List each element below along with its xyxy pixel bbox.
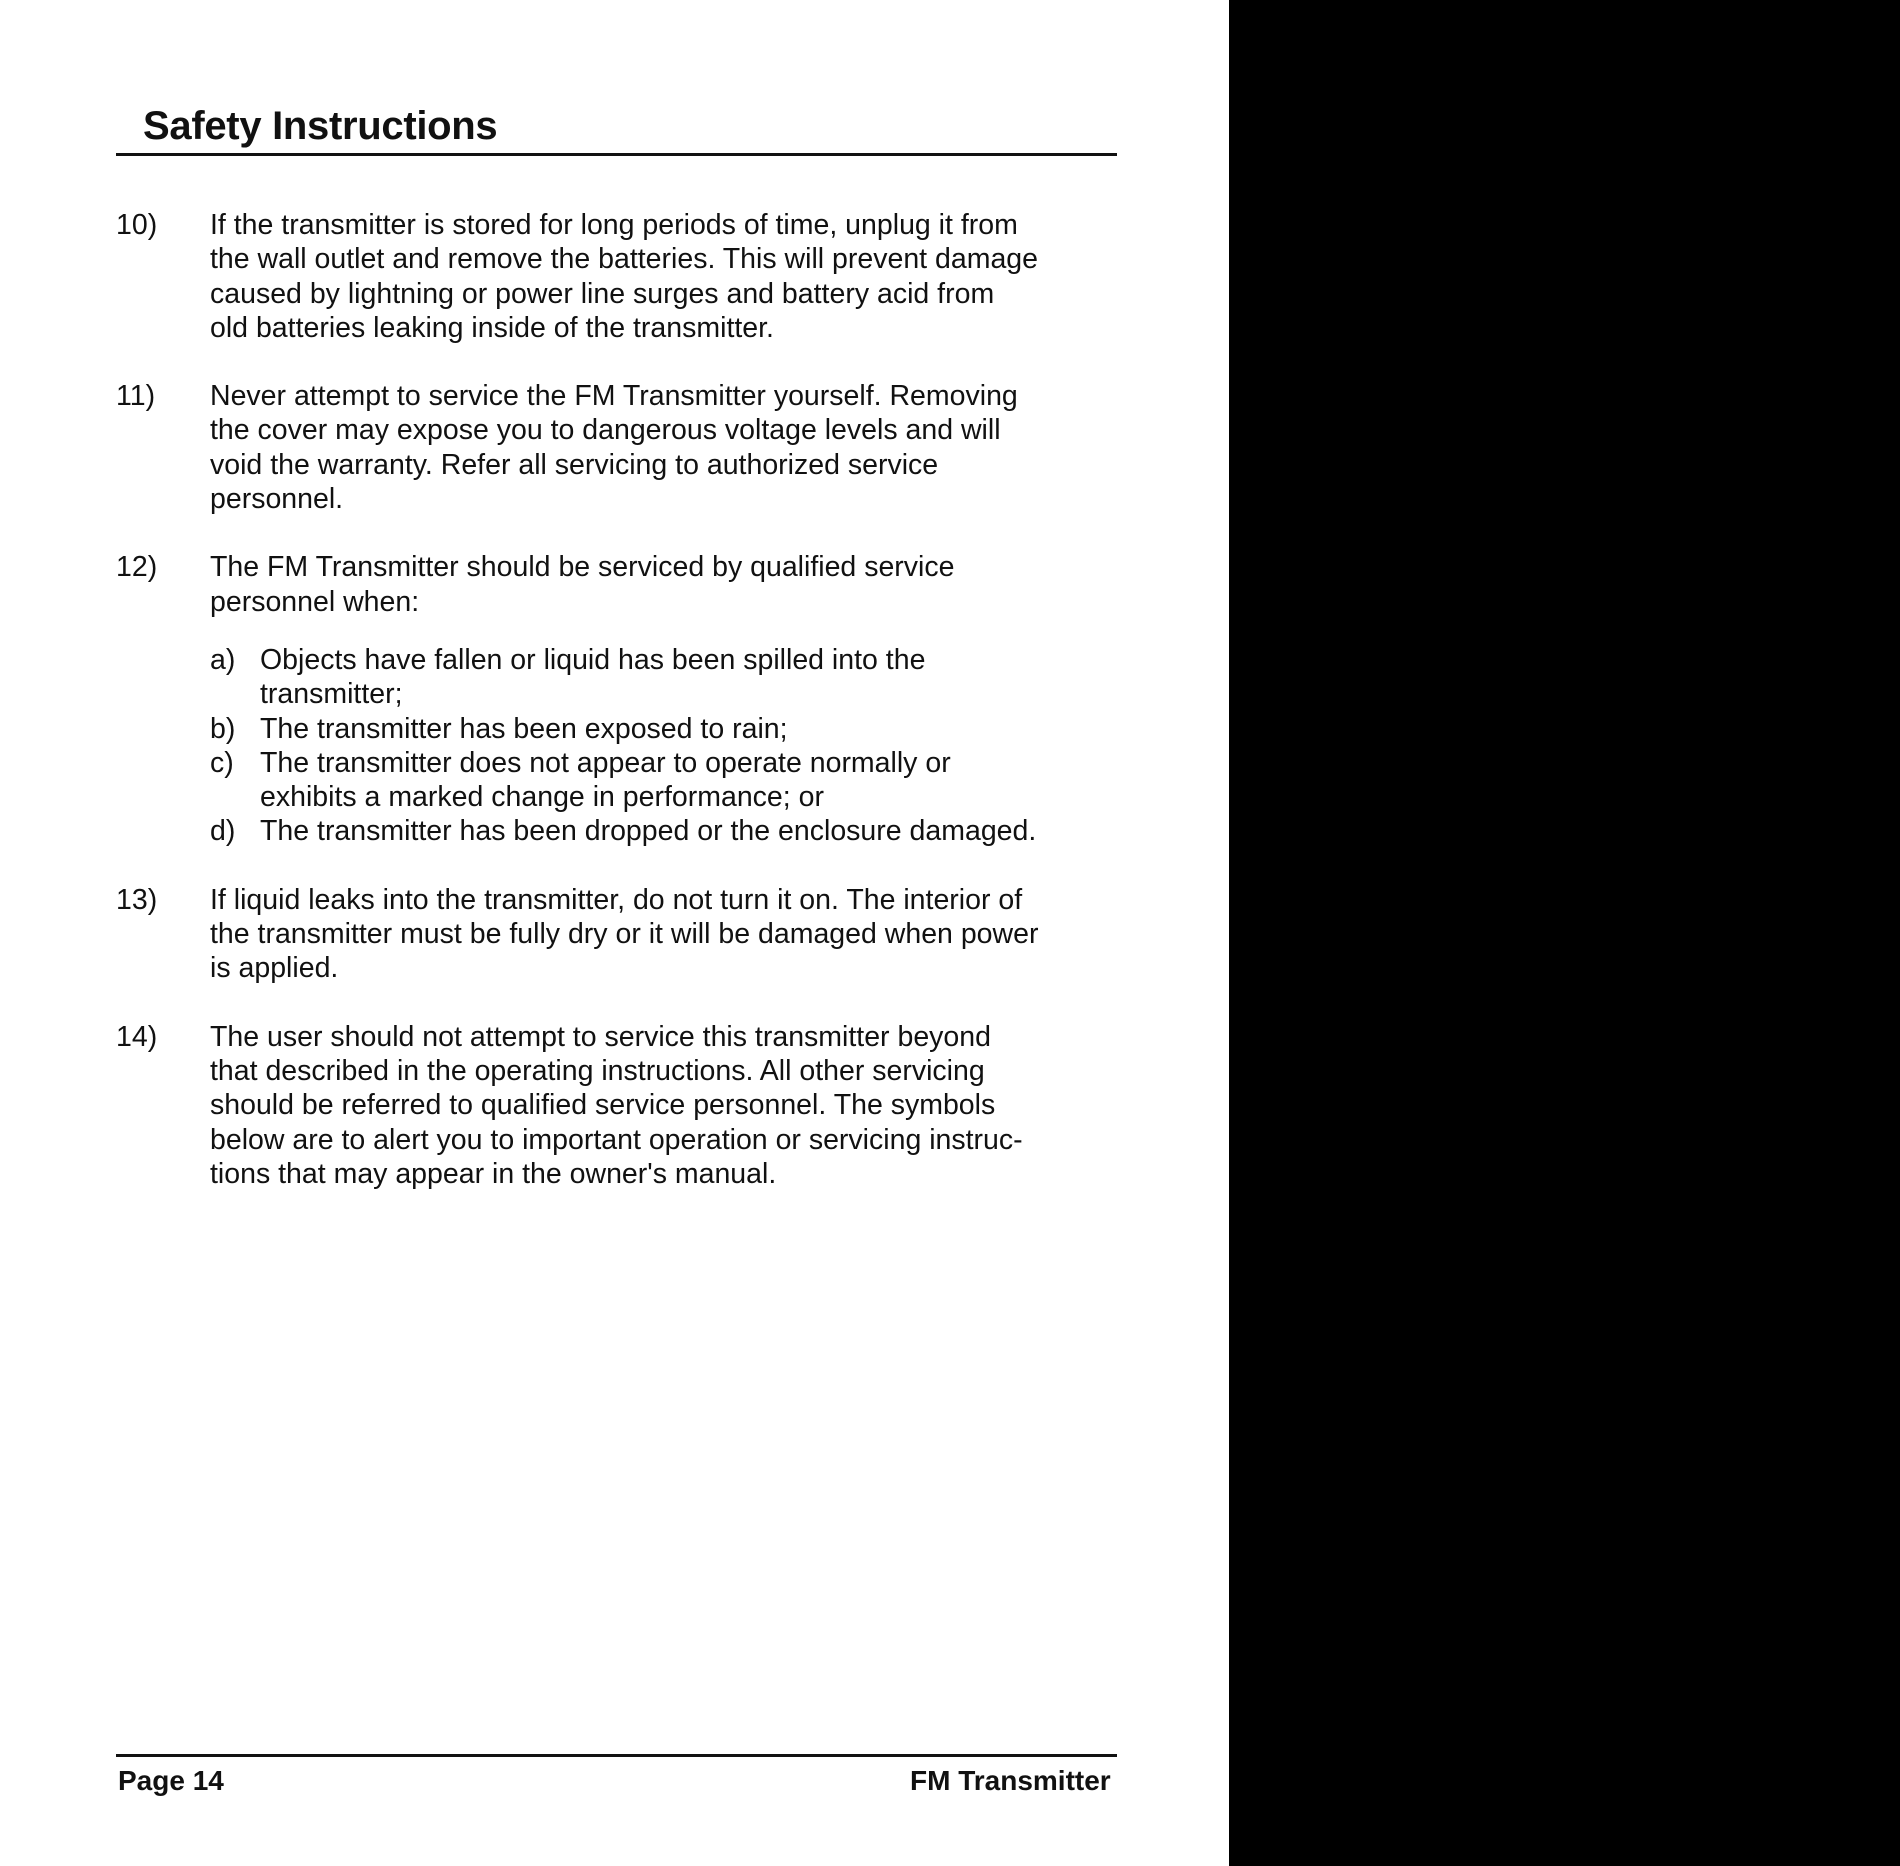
header-rule [116,153,1117,156]
footer-rule [116,1754,1117,1757]
item-text-line: personnel when: [210,585,420,618]
item-text-line: below are to alert you to important operation or servicing instruc- [210,1123,1023,1156]
item-text-line: that described in the operating instructions. All other servicing [210,1054,985,1087]
item-text-line: The user should not attempt to service this transmitter beyond [210,1020,991,1053]
sub-item-text-line: The transmitter has been exposed to rain; [260,712,788,745]
item-number: 12) [116,551,158,584]
item-number: 10) [116,209,158,241]
sub-item-b [210,712,1116,746]
item-text-line: If the transmitter is stored for long periods of time, unplug it from [210,209,1018,241]
item-text-line: personnel. [210,483,344,516]
footer-product-name: FM Transmitter [910,1765,1111,1796]
sub-item-letter: b) [210,712,236,745]
page-title: Safety Instructions [143,104,498,148]
scan-margin [1229,0,1900,1866]
sub-item-letter: c) [210,746,234,779]
item-number: 13) [116,883,158,916]
item-text-line: the wall outlet and remove the batteries. This will prevent damage [210,243,1039,276]
sub-item-text-line: The transmitter has been dropped or the enclosure damaged. [260,815,1037,848]
item-text-line: old batteries leaking inside of the transmitter. [210,311,774,344]
sub-list [210,643,1116,849]
item-number: 14) [116,1020,158,1053]
item-text-line: void the warranty. Refer all servicing to authorized service [210,448,939,481]
sub-item-c [210,746,1116,815]
item-text-line: Never attempt to service the FM Transmitter yourself. Removing [210,380,1018,413]
item-text-line: tions that may appear in the owner's manual. [210,1157,777,1190]
instruction-item-12 [116,550,1116,848]
item-text-line: the transmitter must be fully dry or it will be damaged when power [210,918,1039,951]
sub-item-a [210,643,1116,712]
sub-item-text-line: The transmitter does not appear to operate normally or [260,746,951,779]
item-text-line: If liquid leaks into the transmitter, do not turn it on. The interior of [210,883,1023,916]
sub-item-letter: a) [210,643,236,676]
safety-instructions-list [116,208,1116,1225]
item-text-line: the cover may expose you to dangerous voltage levels and will [210,414,1001,447]
item-number: 11) [116,380,156,413]
instruction-item-11 [116,379,1116,516]
page-number: Page 14 [118,1765,224,1796]
item-text-line: caused by lightning or power line surges and battery acid from [210,277,995,310]
instruction-item-14 [116,1020,1116,1191]
sub-item-letter: d) [210,815,236,848]
sub-item-text-line: transmitter; [260,678,403,711]
sub-item-d [210,814,1116,848]
instruction-item-13 [116,883,1116,986]
item-text-line: The FM Transmitter should be serviced by qualified service [210,551,955,584]
instruction-item-10 [116,208,1116,345]
item-text-line: should be referred to qualified service personnel. The symbols [210,1089,996,1122]
sub-item-text-line: Objects have fallen or liquid has been spilled into the [260,643,926,676]
sub-item-text-line: exhibits a marked change in performance; or [260,781,824,814]
item-text-line: is applied. [210,952,339,985]
